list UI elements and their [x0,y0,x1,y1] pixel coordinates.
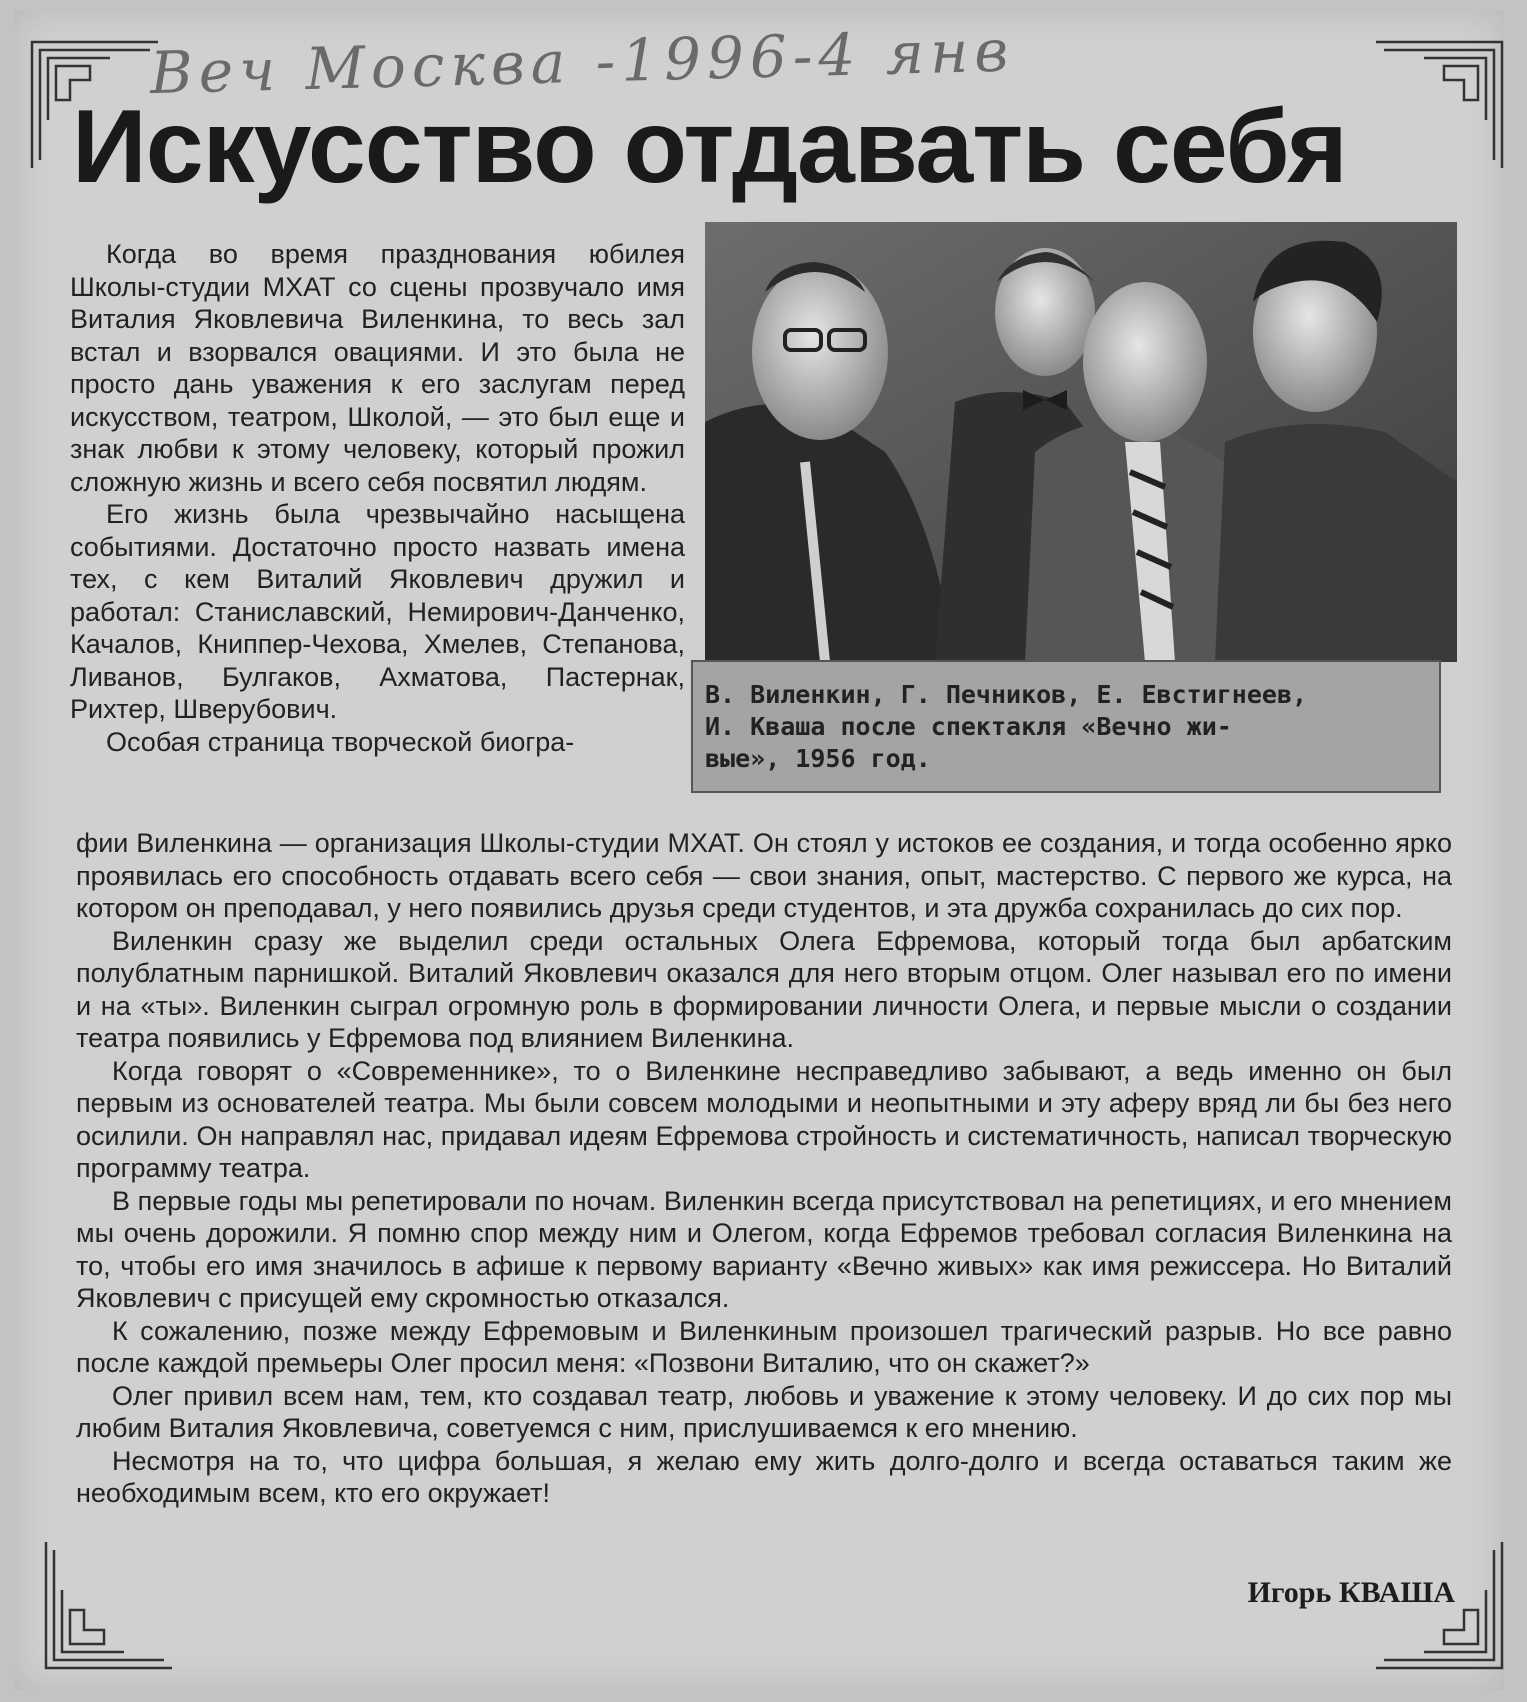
caption-line: В. Виленкин, Г. Печников, Е. Евстигнеев, [705,680,1308,709]
paragraph: Виленкин сразу же выделил среди остальных Олега Ефремова, который тогда был арбатским полублатным парнишкой. Виталий Яковлевич оказался для него вторым отцом. Олег называл его по имени и на «ты». Виленкин сыграл огромную роль в формировании личности Олега, и первые мысли о создании театра появились у Ефремова под влиянием Виленкина. [76,925,1452,1053]
paragraph: Особая страница творческой биогра- [106,726,575,757]
article-photo [705,222,1457,662]
caption-line: И. Кваша после спектакля «Вечно жи- [705,712,1232,741]
photo-illustration [705,222,1457,662]
left-column [70,238,685,758]
corner-ornament-bottom-left [44,1540,174,1670]
author-family-name: КВАША [1338,1576,1455,1609]
author-signature [1248,1576,1455,1610]
paragraph: Когда говорят о «Современнике», то о Виленкине несправедливо забывают, а ведь именно он был первым из основателей театра. Мы были совсем молодыми и неопытными и эту аферу вряд ли бы без него осилили. Он направлял нас, придавал идеям Ефремова стройность и систематичность, написал творческую программу театра. [76,1055,1452,1183]
paragraph: фии Виленкина — организация Школы-студии МХАТ. Он стоял у истоков ее создания, и тогда особенно ярко проявилась его способность отдавать всего себя — свои знания, опыт, мастерство. С первого же курса, на котором он преподавал, у него появились друзья среди студентов, и эта дружба сохранилась до сих пор. [76,828,1452,923]
paragraph: Когда во время празднования юбилея Школы-студии МХАТ со сцены прозвучало имя Виталия Яковлевича Виленкина, то весь зал встал и взорвался овациями. И это была не просто дань уважения к его заслугам перед искусством, театром, Школой, — это был еще и знак любви к этому человеку, который прожил сложную жизнь и всего себя посвятил людям. [70,239,685,497]
author-given-name: Игорь [1247,1576,1332,1609]
paragraph: К сожалению, позже между Ефремовым и Виленкиным произошел трагический разрыв. Но все равно после каждой премьеры Олег просил меня: «Позвони Виталию, что он скажет?» [76,1315,1452,1378]
paragraph: В первые годы мы репетировали по ночам. Виленкин всегда присутствовал на репетициях, и его мнением мы очень дорожили. Я помню спор между ним и Олегом, когда Ефремов требовал согласия Виленкина на то, чтобы его имя значилось в афише к первому варианту «Вечно живых» как имя режиссера. Но Виталий Яковлевич с присущей ему скромностью отказался. [76,1185,1452,1313]
caption-line: вые», 1956 год. [705,744,931,773]
handwritten-note: Веч Москва -1996-4 янв [149,16,1015,108]
paragraph: Его жизнь была чрезвычайно насыщена событиями. Достаточно просто назвать имена тех, с кем Виталий Яковлевич дружил и работал: Станиславский, Немирович-Данченко, Качалов, Книппер-Чехова, Хмелев, Степанова, Ливанов, Булгаков, Ахматова, Пастернак, Рихтер, Шверубович. [70,499,685,724]
paragraph: Несмотря на то, что цифра большая, я желаю ему жить долго-долго и всегда оставаться таким же необходимым всем, кто его окружает! [76,1445,1452,1508]
full-width-column [76,827,1452,1510]
photo-caption [691,660,1441,793]
headline: Искусство отдавать себя [72,89,1347,205]
paragraph: Олег привил всем нам, тем, кто создавал театр, любовь и уважение к этому человеку. И до сих пор мы любим Виталия Яковлевича, советуемся с ним, прислушиваемся к его мнению. [76,1380,1452,1443]
